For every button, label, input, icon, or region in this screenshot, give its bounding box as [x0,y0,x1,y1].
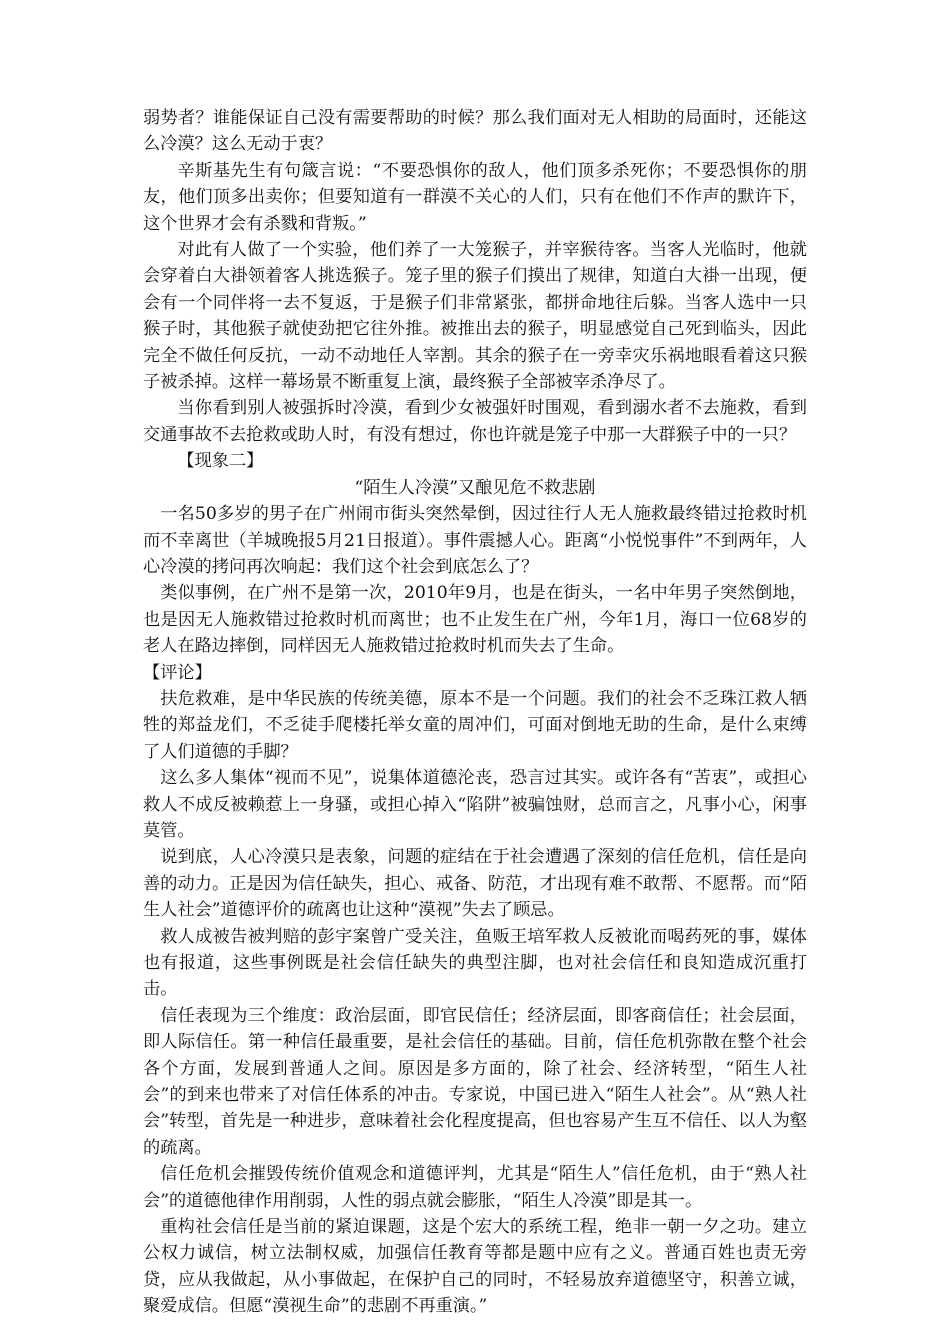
section-heading-comment: 【评论】 [143,662,212,683]
paragraph-comment-1: 扶危救难，是中华民族的传统美德，原本不是一个问题。我们的社会不乏珠江救人牺牲的郑益龙们，不乏徒手爬楼托举女童的周冲们，可面对倒地无助的生命，是什么束缚了人们道德的手脚？ [143,688,807,762]
paragraph-quote: 辛斯基先生有句箴言说：“不要恐惧你的敌人，他们顶多杀死你；不要恐惧你的朋友，他们顶多出卖你；但要知道有一群漠不关心的人们，只有在他们不作声的默许下，这个世界才会有杀戮和背叛。” [143,160,807,234]
article-title: “陌生人冷漠”又酿见危不救悲剧 [354,477,596,498]
paragraph-experiment: 对此有人做了一个实验，他们养了一大笼猴子，并宰猴待客。当客人光临时，他就会穿着白大褂领着客人挑选猴子。笼子里的猴子们摸出了规律，知道白大褂一出现，便会有一个同伴将一去不复返，于是猴子们非常紧张，都拼命地往后躲。当客人选中一只猴子时，其他猴子就使劲把它往外推。被推出去的猴子，明显感觉自己死到临头，因此完全不做任何反抗，一动不动地任人宰割。其余的猴子在一旁幸灾乐祸地眼看着这只猴子被杀掉。这样一幕场景不断重复上演，最终猴子全部被宰杀净尽了。 [143,240,807,393]
paragraph-comment-3: 说到底，人心冷漠只是表象，问题的症结在于社会遭遇了深刻的信任危机，信任是向善的动力。正是因为信任缺失，担心、戒备、防范，才出现有难不敢帮、不愿帮。而“陌生人社会”道德评价的疏离也让这种“漠视”失去了顾忌。 [143,847,807,921]
paragraph-comment-5: 信任表现为三个维度：政治层面，即官民信任；经济层面，即客商信任；社会层面，即人际信任。第一种信任最重要，是社会信任的基础。目前，信任危机弥散在整个社会各个方面，发展到普通人之间。原因是多方面的，除了社会、经济转型，“陌生人社会”的到来也带来了对信任体系的冲击。专家说，中国已进入“陌生人社会”。从“熟人社会”转型，首先是一种进步，意味着社会化程度提高，但也容易产生互不信任、以人为壑的疏离。 [143,1005,807,1158]
section-heading-phenomenon-two: 【现象二】 [177,451,264,472]
paragraph-news: 一名50多岁的男子在广州闹市街头突然晕倒，因过往行人无人施救最终错过抢救时机而不幸离世（羊城晚报5月21日报道）。事件震撼人心。距离“小悦悦事件”不到两年，人心冷漠的拷问再次响起：我们这个社会到底怎么了？ [143,504,807,577]
paragraph-comment-2: 这么多人集体“视而不见”，说集体道德沦丧，恐言过其实。或许各有“苦衷”，或担心救人不成反被赖惹上一身骚，或担心掉入“陷阱”被骗蚀财，总而言之，凡事小心，闲事莫管。 [143,768,807,841]
paragraph-comment-7: 重构社会信任是当前的紧迫课题，这是个宏大的系统工程，绝非一朝一夕之功。建立公权力诚信，树立法制权威，加强信任教育等都是题中应有之义。普通百姓也责无旁贷，应从我做起，从小事做起，在保护自己的同时，不轻易放弃道德坚守，积善立诚，聚爱成信。但愿“漠视生命”的悲剧不再重演。” [143,1217,807,1317]
paragraph-continuation: 弱势者？谁能保证自己没有需要帮助的时候？那么我们面对无人相助的局面时，还能这么冷漠？这么无动于衷？ [143,108,807,155]
document-body [143,105,807,1320]
paragraph-similar-cases: 类似事例，在广州不是第一次，2010年9月，也是在街头，一名中年男子突然倒地，也是因无人施救错过抢救时机而离世；也不止发生在广州，今年1月，海口一位68岁的老人在路边摔倒，同样因无人施救错过抢救时机而失去了生命。 [143,583,807,657]
paragraph-reflection: 当你看到别人被强拆时冷漠，看到少女被强奸时围观，看到溺水者不去施救，看到交通事故不去抢救或助人时，有没有想过，你也许就是笼子中那一大群猴子中的一只？ [143,398,807,445]
paragraph-comment-4: 救人成被告被判赔的彭宇案曾广受关注，鱼贩王培军救人反被讹而喝药死的事，媒体也有报道，这些事例既是社会信任缺失的典型注脚，也对社会信任和良知造成沉重打击。 [143,926,807,1000]
paragraph-comment-6: 信任危机会摧毁传统价值观念和道德评判，尤其是“陌生人”信任危机，由于“熟人社会”的道德他律作用削弱，人性的弱点就会膨胀，“陌生人冷漠”即是其一。 [143,1164,807,1211]
